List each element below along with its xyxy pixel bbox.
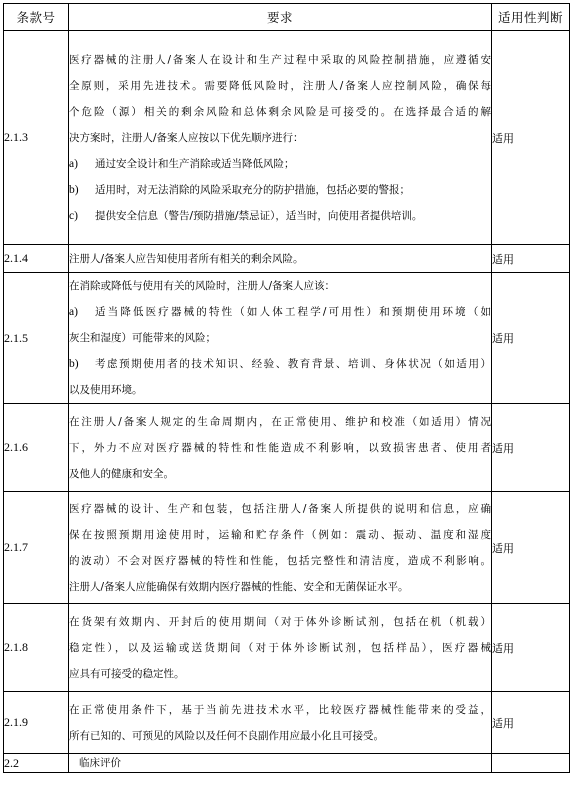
requirement-line: 在注册人/备案人规定的生命周期内，在正常使用、维护和校准（如适用）情况 — [69, 415, 491, 428]
requirement-line: 在消除或降低与使用有关的风险时，注册人/备案人应该： — [69, 280, 336, 292]
requirement-line: 稳定性），以及运输或送货期间（对于体外诊断试剂，包括样品），医疗器械 — [69, 641, 491, 654]
list-marker: a) — [69, 157, 78, 170]
table-row — [4, 754, 570, 773]
requirement-text — [69, 604, 492, 692]
requirement-line: 应具有可接受的稳定性。 — [69, 667, 185, 680]
requirement-line: 个危险（源）相关的剩余风险和总体剩余风险是可接受的。在选择最合适的解 — [69, 105, 491, 118]
applicability-value: 适用 — [492, 404, 570, 492]
table-row — [4, 273, 570, 404]
requirement-line: 注册人/备案人应能确保有效期内医疗器械的性能、安全和无菌保证水平。 — [69, 580, 409, 593]
requirement-line: 全原则，采用先进技术。需要降低风险时，注册人/备案人应控制风险，确保每 — [69, 79, 491, 92]
clause-number: 2.1.5 — [4, 273, 69, 404]
clause-number: 2.1.9 — [4, 692, 69, 754]
applicability-value: 适用 — [492, 492, 570, 604]
requirement-line: 医疗器械的设计、生产和包装，包括注册人/备案人所提供的说明和信息，应确 — [69, 502, 491, 515]
clause-number: 2.1.4 — [4, 245, 69, 273]
table-row — [4, 692, 570, 754]
applicability-value: 适用 — [492, 245, 570, 273]
requirement-text — [69, 31, 492, 245]
table-row — [4, 31, 570, 245]
clause-number: 2.1.6 — [4, 404, 69, 492]
list-item-text: 适当降低医疗器械的特性（如人体工程学/可用性）和预期使用环境（如 — [95, 306, 491, 318]
clause-number: 2.2 — [4, 754, 69, 773]
requirements-table — [3, 3, 570, 773]
list-item-text: 考虑预期使用者的技术知识、经验、教育背景、培训、身体状况（如适用） — [95, 358, 491, 370]
list-item-text: 提供安全信息（警告/预防措施/禁忌证），适当时，向使用者提供培训。 — [95, 209, 423, 222]
clause-number: 2.1.8 — [4, 604, 69, 692]
requirement-line: 决方案时，注册人/备案人应按以下优先顺序进行： — [69, 131, 304, 144]
applicability-value: 适用 — [492, 31, 570, 245]
list-item-continuation: 以及使用环境。 — [69, 384, 143, 396]
requirement-line: 临床评价 — [79, 757, 121, 769]
list-item — [69, 351, 491, 377]
requirement-line: 及他人的健康和安全。 — [69, 467, 174, 480]
header-applicability: 适用性判断 — [492, 4, 570, 31]
list-item — [69, 177, 491, 203]
header-clause-number: 条款号 — [4, 4, 69, 31]
requirement-text — [69, 245, 492, 273]
applicability-value: 适用 — [492, 604, 570, 692]
list-marker: b) — [69, 358, 79, 370]
requirement-line: 在货架有效期内、开封后的使用期间（对于体外诊断试剂，包括在机（机载） — [69, 615, 491, 628]
requirement-text — [69, 692, 492, 754]
list-item — [69, 299, 491, 325]
list-marker: a) — [69, 306, 78, 318]
clause-number: 2.1.3 — [4, 31, 69, 245]
requirement-text — [69, 492, 492, 604]
applicability-value: 适用 — [492, 273, 570, 404]
list-marker: c) — [69, 209, 78, 222]
clause-number: 2.1.7 — [4, 492, 69, 604]
requirement-line: 在正常使用条件下，基于当前先进技术水平，比较医疗器械性能带来的受益， — [69, 703, 491, 716]
applicability-value — [492, 754, 570, 773]
applicability-value: 适用 — [492, 692, 570, 754]
list-item-text: 适用时，对无法消除的风险采取充分的防护措施，包括必要的警报； — [95, 183, 410, 196]
requirement-line: 医疗器械的注册人/备案人在设计和生产过程中采取的风险控制措施，应遵循安 — [69, 53, 491, 66]
requirement-line: 下，外力不应对医疗器械的特性和性能造成不利影响，以致损害患者、使用者 — [69, 441, 491, 454]
table-row — [4, 492, 570, 604]
table-row — [4, 404, 570, 492]
list-item — [69, 203, 491, 229]
table-row — [4, 604, 570, 692]
list-item-text: 通过安全设计和生产消除或适当降低风险； — [95, 157, 295, 170]
requirement-line: 的波动）不会对医疗器械的特性和性能，包括完整性和清洁度，造成不利影响。 — [69, 554, 491, 567]
requirement-text — [69, 273, 492, 404]
requirement-line: 保在按照预期用途使用时，运输和贮存条件（例如：震动、振动、温度和湿度 — [69, 528, 491, 541]
requirement-text — [69, 754, 492, 773]
requirement-text — [69, 404, 492, 492]
header-requirement: 要求 — [69, 4, 492, 31]
requirement-line: 所有已知的、可预见的风险以及任何不良副作用应最小化且可接受。 — [69, 729, 384, 742]
list-item — [69, 151, 491, 177]
requirement-line: 注册人/备案人应告知使用者所有相关的剩余风险。 — [69, 252, 304, 265]
list-item-continuation: 灰尘和湿度）可能带来的风险； — [69, 332, 216, 344]
list-marker: b) — [69, 183, 79, 196]
table-row — [4, 245, 570, 273]
table-header-row — [4, 4, 570, 31]
